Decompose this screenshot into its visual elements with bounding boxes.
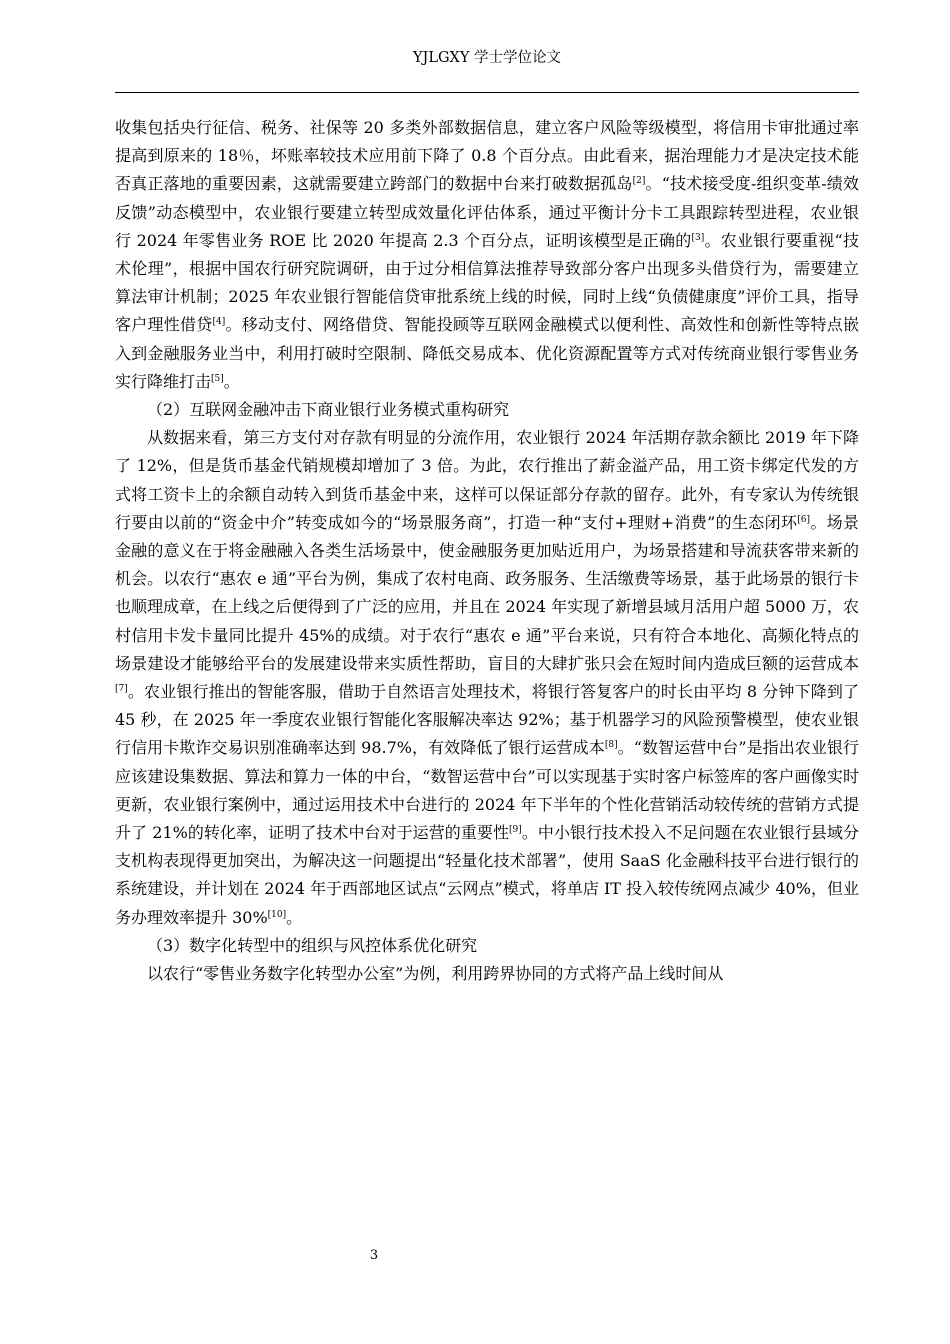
citation-ref: [4] [212,317,226,328]
text-run: （3）数字化转型中的组织与风控体系优化研究 [147,935,478,955]
text-run: （2）互联网金融冲击下商业银行业务模式重构研究 [147,400,510,420]
text-run: 。 [286,907,303,927]
section-heading [115,932,859,960]
page-number: 3 [369,1248,379,1263]
header-title: YJLGXY 学士学位论文 [412,50,562,66]
citation-ref: [3] [691,232,705,243]
text-run: 收集包括央行征信、税务、社保等 20 多类外部数据信息，建立客户风险等级模型，将信用卡审批通过率提高到原来的 18％，坏账率较技术应用前下降了 0.8 个百分点。由此看来，据治理能力才是决定技术能否真正落地的重要因素，这就需要建立跨部门的数据中台来打破数据孤岛 [115,118,859,194]
paragraph [115,960,859,988]
paragraph [115,114,859,396]
section-heading [115,396,859,424]
text-run: 以农行“零售业务数字化转型办公室”为例，利用跨界协同的方式将产品上线时间从 [147,964,724,984]
text-run: 。 [223,371,240,391]
text-run: 。移动支付、网络借贷、智能投顾等互联网金融模式以便利性、高效性和创新性等特点嵌入到金融服务业当中，利用打破时空限制、降低交易成本、优化资源配置等方式对传统商业银行零售业务实行降维打击 [115,315,859,391]
text-run: 。场景金融的意义在于将金融融入各类生活场景中，使金融服务更加贴近用户，为场景搭建和导流获客带来新的机会。以农行“惠农 e 通”平台为例，集成了农村电商、政务服务、生活缴费等场景，基于此场景的银行卡也顺理成章，在上线之后便得到了广泛的应用，并且在 2024 年实现了新增县域月活用户超 5000 万，农村信用卡发卡量同比提升 45%的成绩。对于农行“惠农 e 通”平台来说，只有符合本地化、高频化特点的场景建设才能够给平台的发展建设带来实质性帮助，盲目的大肆扩张只会在短时间内造成巨额的运营成本 [115,512,859,673]
text-run: 从数据来看，第三方支付对存款有明显的分流作用，农业银行 2024 年活期存款余额比 2019 年下降了 12%，但是货币基金代销规模却增加了 3 倍。为此，农行推出了薪金溢产品，用工资卡绑定代发的方式将工资卡上的余额自动转入到货币基金中来，这样可以保证部分存款的留存。此外，有专家认为传统银行要由以前的“资金中介”转变成如今的“场景服务商”，打造一种“支付+理财+消费”的生态闭环 [115,428,859,532]
text-run: 。农业银行要重视“技术伦理”，根据中国农行研究院调研，由于过分相信算法推荐导致部分客户出现多头借贷行为，需要建立算法审计机制；2025 年农业银行智能信贷审批系统上线的时候，同时上线“负债健康度”评价工具，指导客户理性借贷 [115,230,859,335]
text-run: 。“数智运营中台”是指出农业银行应该建设集数据、算法和算力一体的中台，“数智运营中台”可以实现基于实时客户标签库的客户画像实时更新，农业银行案例中，通过运用技术中台进行的 2024 年下半年的个性化营销活动较传统的营销方式提升了 21%的转化率，证明了技术中台对于运营的重要性 [115,738,859,843]
citation-ref: [2] [632,176,646,187]
citation-ref: [10] [267,909,287,920]
document-body [115,114,859,988]
page-footer [0,1248,748,1263]
citation-ref: [7] [115,684,128,695]
text-run: 。“技术接受度-组织变革-绩效反馈”动态模型中，农业银行要建立转型成效量化评估体系，通过平衡计分卡工具跟踪转型进程，农业银行 2024 年零售业务 ROE 比 2020 年提高 2.3 个百分点，证明该模型是正确的 [115,174,859,250]
citation-ref: [8] [604,740,618,751]
citation-ref: [9] [509,825,522,836]
citation-ref: [6] [797,514,811,525]
text-run: 。农业银行推出的智能客服，借助于自然语言处理技术，将银行答复客户的时长由平均 8 分钟下降到了 45 秒，在 2025 年一季度农业银行智能化客服解决率达 92%；基于机器学习的风险预警模型，使农业银行信用卡欺诈交易识别准确率达到 98.7%，有效降低了银行运营成本 [115,682,859,758]
citation-ref: [5] [211,373,224,384]
page-header [115,48,859,68]
paragraph [115,424,859,932]
header-rule [115,92,859,93]
text-run: 。中小银行技术投入不足问题在农业银行县域分支机构表现得更加突出，为解决这一问题提出“轻量化技术部署”，使用 SaaS 化金融科技平台进行银行的系统建设，并计划在 2024 年于西部地区试点“云网点”模式，将单店 IT 投入较传统网点减少 40%，但业务办理效率提升 30% [115,823,859,927]
